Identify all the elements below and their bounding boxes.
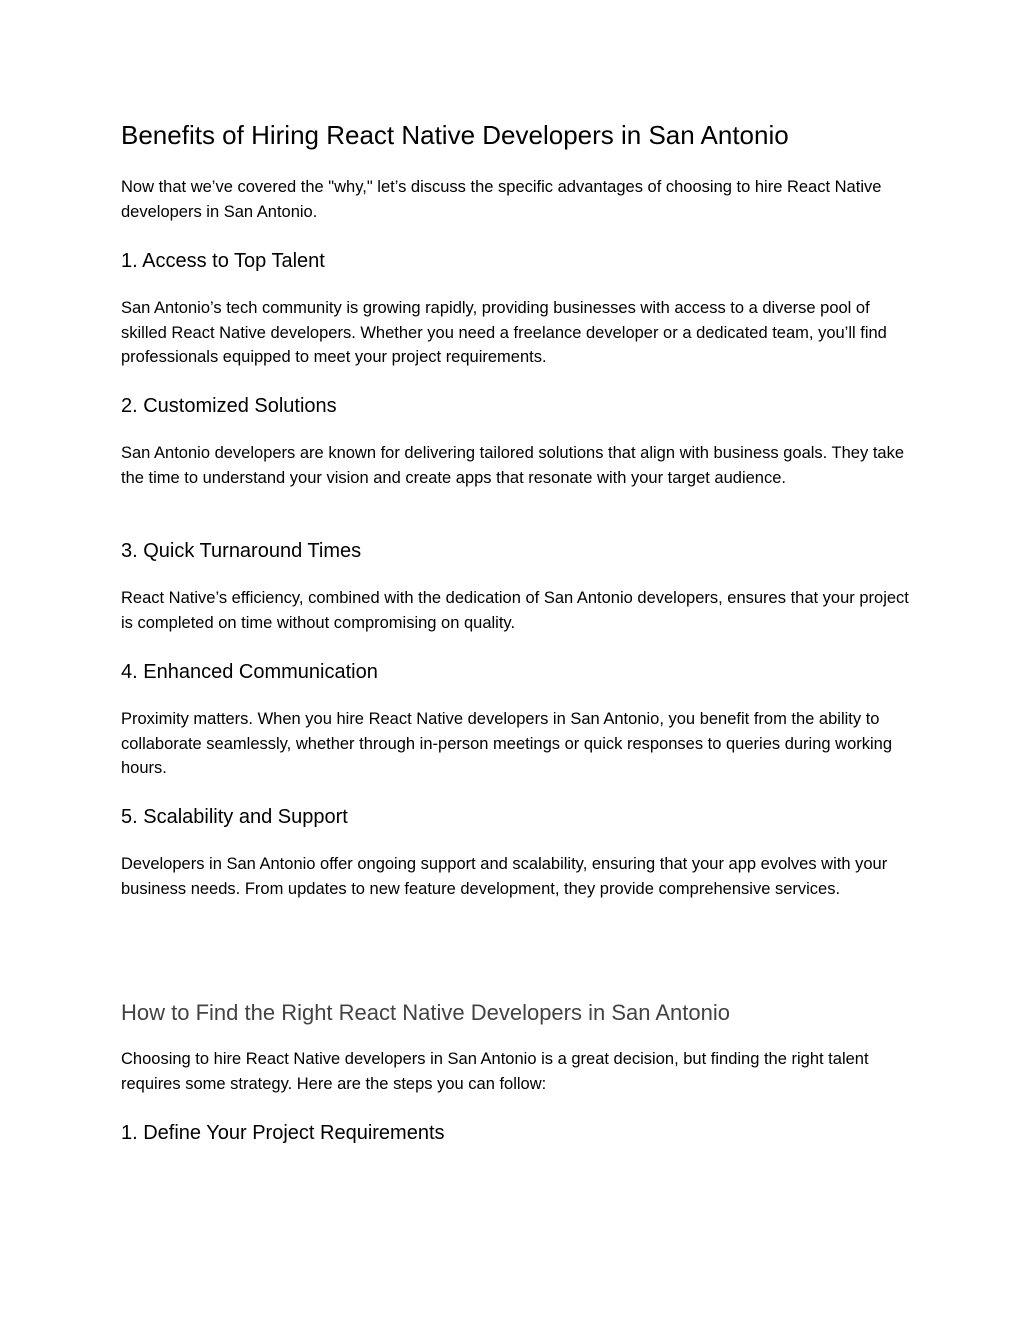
section2-title: How to Find the Right React Native Developers in San Antonio	[121, 1000, 730, 1025]
paragraph-quick-turnaround: React Native’s efficiency, combined with the dedication of San Antonio developers, ensures that your project is completed on time without compromising on quality.	[121, 589, 909, 632]
subheading-customized-solutions: 2. Customized Solutions	[121, 395, 337, 417]
paragraph-customized-solutions: San Antonio developers are known for delivering tailored solutions that align with business goals. They take the time to understand your vision and create apps that resonate with your target audience.	[121, 444, 905, 487]
section2-intro: Choosing to hire React Native developers in San Antonio is a great decision, but finding the right talent requires some strategy. Here are the steps you can follow:	[121, 1050, 869, 1093]
paragraph-scalability-support: Developers in San Antonio offer ongoing support and scalability, ensuring that your app evolves with your business needs. From updates to new feature development, they provide comprehensive services.	[121, 855, 888, 898]
paragraph-enhanced-communication: Proximity matters. When you hire React Native developers in San Antonio, you benefit from the ability to collaborate seamlessly, whether through in-person meetings or quick responses to queries during working hours.	[121, 710, 893, 777]
section-title: Benefits of Hiring React Native Developers in San Antonio	[121, 120, 789, 150]
subheading-scalability-support: 5. Scalability and Support	[121, 806, 348, 828]
subheading-define-requirements: 1. Define Your Project Requirements	[121, 1122, 445, 1144]
subheading-quick-turnaround: 3. Quick Turnaround Times	[121, 540, 362, 562]
paragraph-access-to-top-talent: San Antonio’s tech community is growing rapidly, providing businesses with access to a diverse pool of skilled React Native developers. Whether you need a freelance developer or a dedicated team, you’ll find professionals equipped to meet your project requirements.	[121, 299, 887, 366]
section-intro: Now that we’ve covered the "why," let’s discuss the specific advantages of choosing to hire React Native developers in San Antonio.	[121, 178, 882, 221]
subheading-access-to-top-talent: 1. Access to Top Talent	[121, 250, 325, 272]
subheading-enhanced-communication: 4. Enhanced Communication	[121, 661, 378, 683]
